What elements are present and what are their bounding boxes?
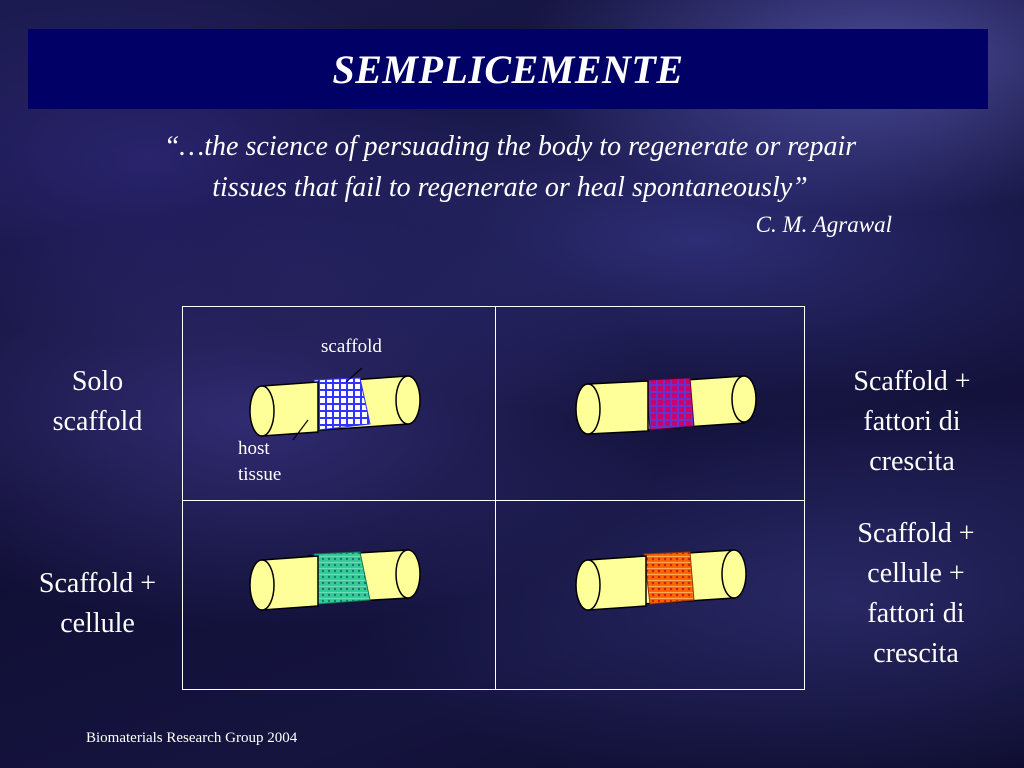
host-tissue-left-end	[576, 560, 600, 610]
quote-line-2: tissues that fail to regenerate or heal spontaneously”	[212, 172, 808, 203]
host-tissue-right-end	[732, 376, 756, 422]
scaffold	[314, 378, 370, 430]
quote-author: C. M. Agrawal	[755, 212, 892, 237]
label-line: cellule +	[867, 558, 965, 589]
label-line: Scaffold +	[857, 518, 975, 549]
host-tissue-left-end	[250, 386, 274, 436]
vessel-scaffold-cells	[248, 544, 428, 614]
annotation-line: host	[238, 438, 270, 459]
grid-divider-horizontal	[183, 500, 804, 501]
quote-line-1: “…the science of persuading the body to regenerate or repair	[163, 131, 857, 162]
quote	[60, 126, 960, 208]
annotation-line: tissue	[238, 464, 282, 485]
scaffold	[314, 552, 370, 604]
vessel-scaffold-cells-growth-factors	[572, 544, 762, 614]
host-tissue-left-end	[576, 384, 600, 434]
label-line: cellule	[60, 608, 135, 639]
label-solo-scaffold	[30, 362, 165, 442]
label-line: crescita	[873, 638, 959, 669]
host-tissue-annotation	[238, 436, 281, 488]
title-bar	[28, 29, 988, 109]
label-line: fattori di	[867, 598, 965, 629]
host-tissue-left-end	[250, 560, 274, 610]
vessel-scaffold-growth-factors	[572, 370, 762, 440]
label-line: scaffold	[52, 406, 143, 437]
label-line: fattori di	[863, 406, 961, 437]
scaffold	[644, 552, 694, 604]
label-line: Solo	[71, 366, 124, 397]
slide-title: SEMPLICEMENTE	[332, 46, 684, 92]
footer-credit: Biomaterials Research Group 2004	[86, 730, 298, 746]
host-tissue-right-end	[722, 550, 746, 598]
label-scaffold-growth-factors	[832, 362, 992, 482]
scaffold-annotation: scaffold	[321, 336, 382, 357]
vessel-solo-scaffold	[248, 368, 428, 443]
comparison-grid	[182, 306, 805, 690]
host-tissue-right-end	[396, 376, 420, 424]
label-line: Scaffold +	[853, 366, 971, 397]
label-scaffold-cells	[20, 564, 175, 644]
label-line: crescita	[869, 446, 955, 477]
host-tissue-right-end	[396, 550, 420, 598]
grid-divider-vertical	[495, 307, 496, 689]
scaffold	[646, 378, 694, 430]
label-scaffold-cells-growth-factors	[836, 514, 996, 674]
label-line: Scaffold +	[38, 568, 157, 599]
